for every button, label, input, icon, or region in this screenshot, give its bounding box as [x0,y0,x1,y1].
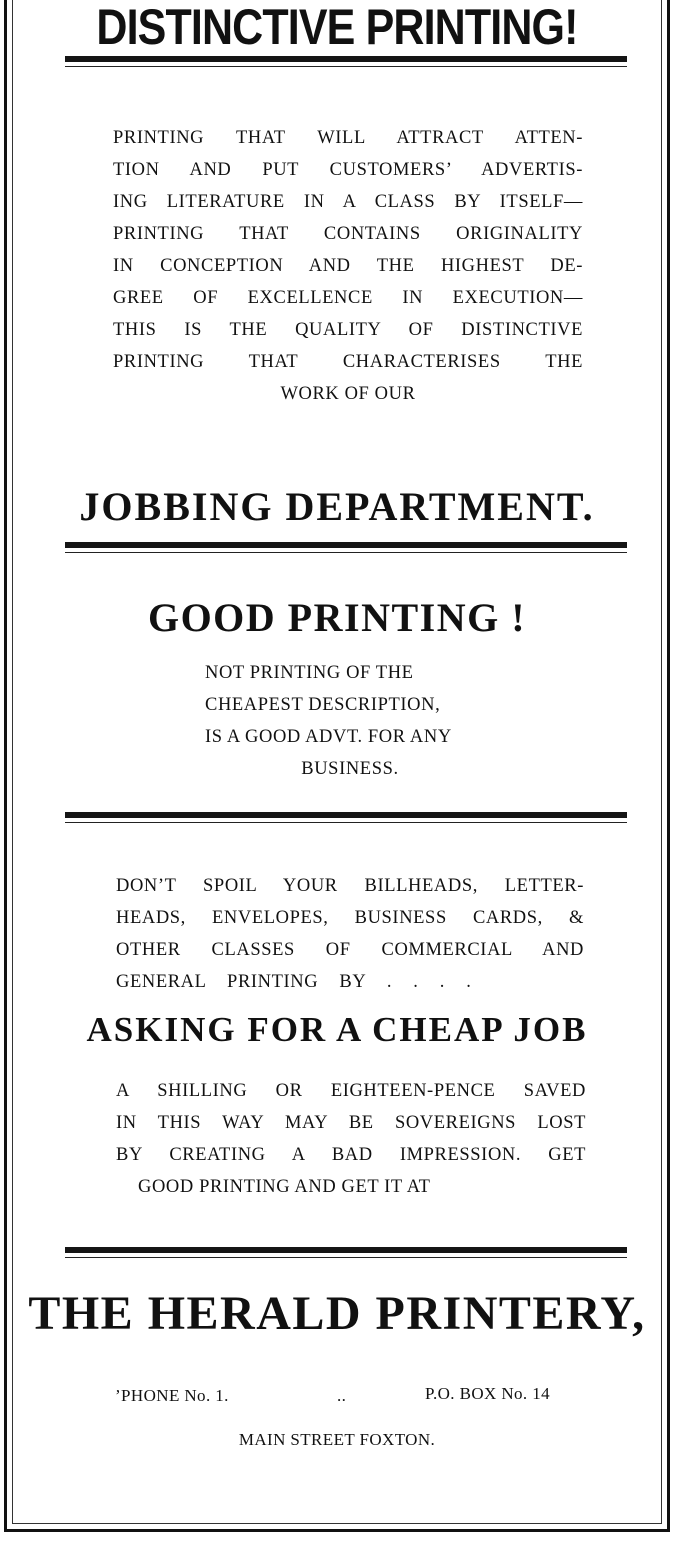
printery-rule [65,1247,627,1258]
spoil-paragraph [116,870,584,998]
intro-line: IN CONCEPTION AND THE HIGHEST DE- [113,256,583,276]
spoil-line: OTHER CLASSES OF COMMERCIAL AND [116,940,584,960]
good-line: IS A GOOD ADVT. FOR ANY [205,727,452,747]
intro-line: PRINTING THAT WILL ATTRACT ATTEN- [113,128,583,148]
headline-rule [65,56,627,67]
po-box: P.O. BOX No. 14 [425,1384,551,1403]
intro-line: ING LITERATURE IN A CLASS BY ITSELF— [113,192,583,212]
good-printing-paragraph [205,657,495,785]
intro-paragraph [113,122,583,410]
saved-line: GOOD PRINTING AND GET IT AT [138,1177,431,1197]
address: MAIN STREET FOXTON. [238,1430,436,1449]
intro-line: THIS IS THE QUALITY OF DISTINCTIVE [113,320,583,340]
contact-separator: .. [337,1386,347,1405]
intro-line: PRINTING THAT CHARACTERISES THE [113,352,583,372]
good-line: NOT PRINTING OF THE [205,663,414,683]
spoil-line: GENERAL PRINTING BY . . . . [116,972,472,992]
saved-line: BY CREATING A BAD IMPRESSION. GET [116,1145,586,1165]
good-line: BUSINESS. [301,759,399,779]
headline: DISTINCTIVE PRINTING! [96,0,578,55]
spoil-line: DON’T SPOIL YOUR BILLHEADS, LETTER- [116,876,584,896]
intro-line: WORK OF OUR [280,384,416,404]
saved-paragraph [116,1075,586,1203]
advertisement [4,0,670,1532]
spoil-line: HEADS, ENVELOPES, BUSINESS CARDS, & [116,908,584,928]
department-heading: JOBBING DEPARTMENT. [79,484,595,529]
intro-line: GREE OF EXCELLENCE IN EXECUTION— [113,288,583,308]
intro-line: PRINTING THAT CONTAINS ORIGINALITY [113,224,583,244]
good-printing-heading: GOOD PRINTING ! [147,595,527,640]
saved-line: IN THIS WAY MAY BE SOVEREIGNS LOST [116,1113,586,1133]
phone-number: ’PHONE No. 1. [115,1386,229,1405]
cheap-job-heading: ASKING FOR A CHEAP JOB [86,1010,588,1049]
saved-line: A SHILLING OR EIGHTEEN-PENCE SAVED [116,1081,586,1101]
good-printing-rule [65,812,627,823]
good-line: CHEAPEST DESCRIPTION, [205,695,441,715]
printery-name: THE HERALD PRINTERY, [28,1287,646,1340]
department-rule [65,542,627,553]
intro-line: TION AND PUT CUSTOMERS’ ADVERTIS- [113,160,583,180]
